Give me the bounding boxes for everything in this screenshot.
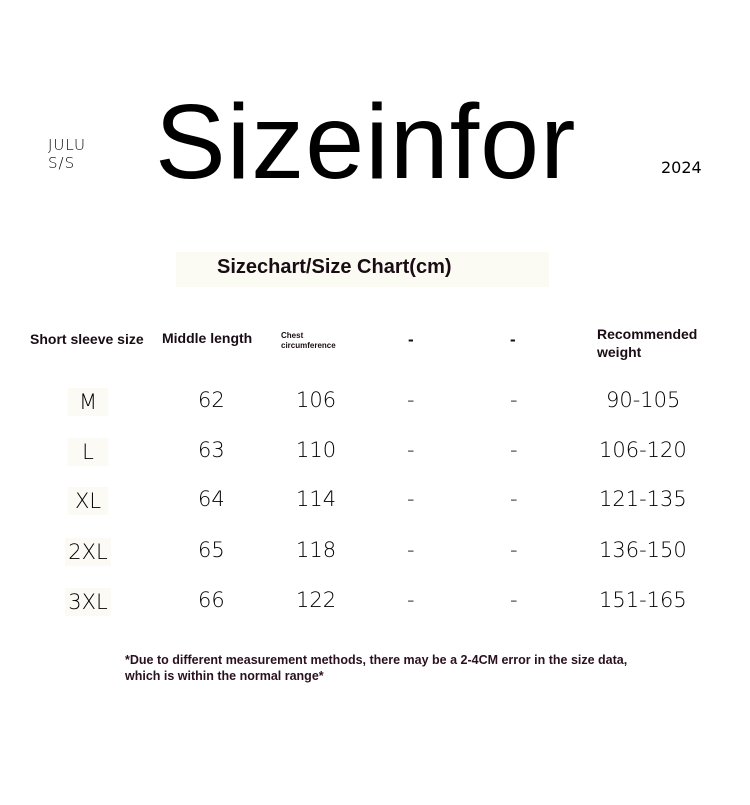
header-blank-2: -: [510, 330, 516, 349]
cell-length: 63: [198, 438, 225, 462]
cell-weight: 121-135: [599, 487, 687, 511]
header-weight: [597, 325, 697, 361]
cell-blank-1: -: [407, 487, 415, 511]
table-row: [0, 487, 750, 527]
cell-blank-1: -: [407, 588, 415, 612]
cell-weight: 136-150: [599, 538, 687, 562]
cell-blank-1: -: [407, 388, 415, 412]
year-label: 2024: [661, 158, 702, 177]
cell-chest: 110: [296, 438, 337, 462]
page-title: Sizeinfor: [155, 83, 577, 201]
cell-blank-1: -: [407, 538, 415, 562]
header-chest-line1: Chest: [281, 331, 304, 340]
cell-size: L: [68, 438, 108, 466]
header-length: Middle length: [162, 330, 253, 346]
cell-chest: 118: [296, 538, 337, 562]
measurement-note: *Due to different measurement methods, there may be a 2-4CM error in the size data, which is within the normal range*: [125, 653, 628, 683]
cell-blank-2: -: [510, 438, 518, 462]
cell-length: 66: [198, 588, 225, 612]
brand-label: [48, 136, 86, 172]
table-row: [0, 438, 750, 478]
cell-size: XL: [68, 487, 108, 515]
table-row: [0, 588, 750, 628]
brand-name: JULU: [48, 136, 86, 154]
cell-size: M: [68, 388, 108, 416]
cell-chest: 122: [296, 588, 337, 612]
cell-size: 2XL: [65, 538, 111, 566]
cell-blank-2: -: [510, 388, 518, 412]
cell-blank-2: -: [510, 588, 518, 612]
table-row: [0, 538, 750, 578]
cell-size: 3XL: [65, 588, 111, 616]
size-chart-banner: [176, 252, 549, 287]
cell-length: 62: [198, 388, 225, 412]
cell-blank-2: -: [510, 538, 518, 562]
header-size: Short sleeve size: [30, 331, 144, 347]
season-label: S/S: [48, 154, 76, 172]
cell-blank-2: -: [510, 487, 518, 511]
header-weight-line1: Recommended: [597, 326, 698, 342]
cell-weight: 151-165: [599, 588, 687, 612]
cell-length: 64: [198, 487, 225, 511]
cell-chest: 114: [296, 487, 337, 511]
cell-weight: 90-105: [606, 388, 681, 412]
cell-length: 65: [198, 538, 225, 562]
header-chest: [281, 331, 336, 351]
table-row: [0, 388, 750, 428]
header-weight-line2: weight: [597, 344, 642, 360]
cell-blank-1: -: [407, 438, 415, 462]
cell-weight: 106-120: [599, 438, 687, 462]
cell-chest: 106: [296, 388, 337, 412]
header-chest-line2: circumference: [281, 341, 336, 350]
header-blank-1: -: [408, 330, 414, 349]
size-chart-title: Sizechart/Size Chart(cm): [217, 256, 452, 278]
